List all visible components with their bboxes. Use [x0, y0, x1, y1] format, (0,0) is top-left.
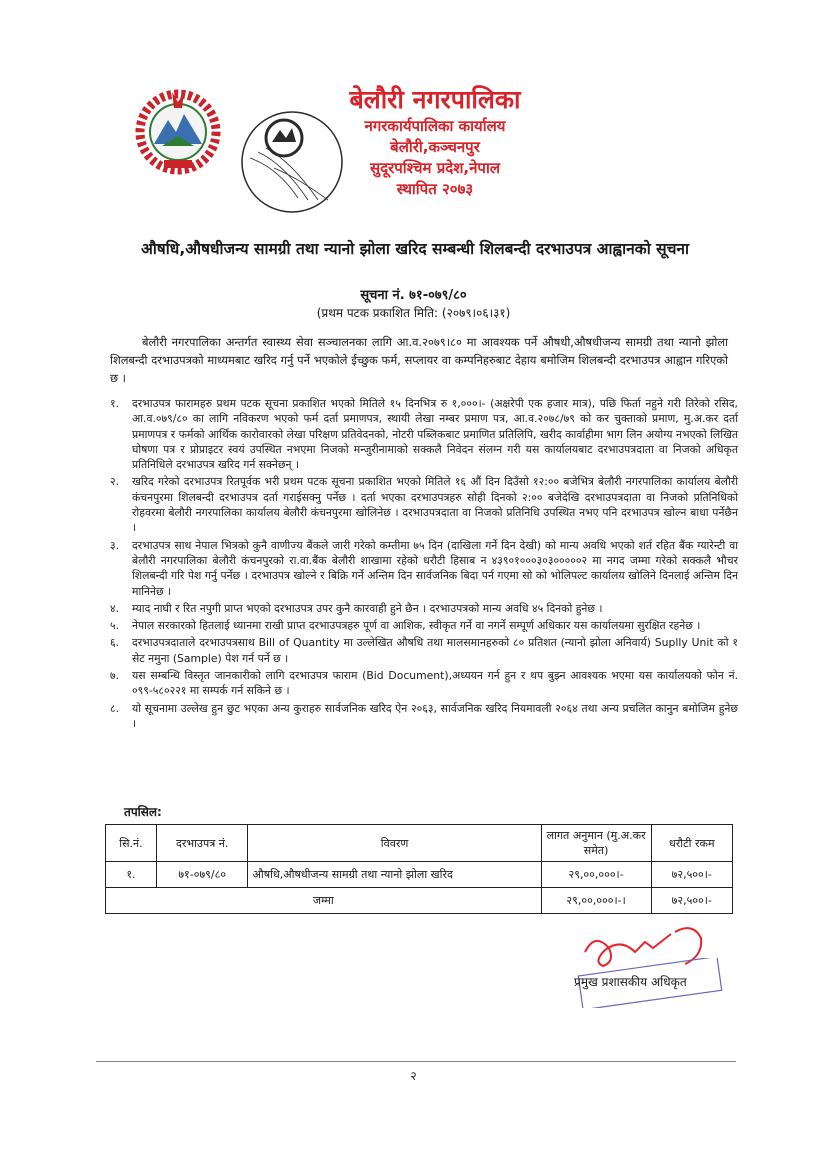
item-number: ७. — [110, 669, 120, 683]
item-number: ६. — [110, 636, 120, 650]
item-text: दरभाउपत्र फारामहरु प्रथम पटक सूचना प्रकाशित भएको मितिले १५ दिनभित्र रु १,०००।- (अक्षरेपी एक हजार मात्र), पछि फिर्ता नहुने गरी तिरेको रसिद, आ.व.०७९/८० का लागि नविकरण भएको फर्म दर्ता प्रमाणपत्र, स्थायी लेखा नम्बर प्रमाण पत्र, आ.व.२०७८/७९ को कर चुक्ताको प्रमाण, मु.अ.कर दर्ता प्रमाणपत्र र फर्मको आर्थिक कारोवारको लेखा परिक्षण प्रतिवेदनको, नोटरी पब्लिकबाट प्रमाणित प्रतिलिपि, खरीद कार्वाहीमा भाग लिन अयोग्य नभएको लिखित घोषणा पत्र र प्रोप्राइटर स्वयं उपस्थित नभएमा निजको मन्जुरीनामाको सक्कलै निवेदन संलग्न गरी यस कार्यालयबाट दरभाउपत्रदाता वा निजको अधिकृत प्रतिनिधिले दरभाउपत्र खरिद गर्न सक्नेछन् । — [132, 397, 738, 472]
cell-bid-no: ७१-०७९/८० — [156, 862, 248, 888]
published-date: (प्रथम पटक प्रकाशित मिति: (२०७९।०६।३१) — [316, 306, 511, 320]
established-year: स्थापित २०७३ — [396, 180, 474, 198]
page-number: २ — [410, 1069, 417, 1083]
table-header-row — [106, 825, 733, 862]
col-header-deposit: धरौटी रकम — [651, 825, 732, 862]
col-header-description: विवरण — [248, 825, 541, 862]
office-address: बेलौरी,कञ्चनपुर — [390, 138, 480, 156]
list-item — [110, 601, 738, 616]
item-text: दरभाउपत्र साथ नेपाल भित्रको कुनै वाणीज्य बैंकले जारी गरेको कम्तीमा ७५ दिन (दाखिला गर्ने दिन देखी) को मान्य अवधि भएको शर्त रहित बैंक ग्यारेन्टी वा बेलौरी नगरपालिका बेलौरी कंचनपुरको रा.वा.बैंक बेलौरी शाखामा रहेको धरौटी हिसाब न ४३९०१०००३०३०००००२ मा नगद जम्मा गरेको सक्कलै भौचर शिलबन्दी गरि पेश गर्नु पर्नेछ । दरभाउपत्र खोल्ने र बिक्रि गर्ने अन्तिम दिन सार्वजनिक बिदा पर्न गएमा सो को भोलिपल्ट कार्यालय खोलिने दिनलाई अन्तिम दिन मानिनेछ । — [132, 538, 738, 598]
footer-divider — [96, 1061, 736, 1062]
list-item — [110, 668, 738, 699]
nepal-emblem-icon — [132, 84, 224, 176]
signatory-designation: प्रमुख प्रशासकीय अधिकृत — [574, 975, 687, 989]
organization-header — [340, 84, 530, 200]
item-number: ८. — [110, 701, 120, 715]
notice-title: औषधि,औषधीजन्य सामग्री तथा न्यानो झोला खरिद सम्बन्धी शिलबन्दी दरभाउपत्र आह्वानको सूचना — [140, 240, 690, 258]
cell-description: औषधि,औषधीजन्य सामग्री तथा न्यानो झोला खरिद — [248, 862, 541, 888]
item-text: यो सूचनामा उल्लेख हुन छुट भएका अन्य कुराहरु सार्वजनिक खरिद ऐन २०६३, सार्वजनिक खरिद नियमावली २०६४ तथा अन्य प्रचलित कानुन बमोजिम हुनेछ । — [132, 701, 738, 730]
item-text: यस सम्बन्धि विस्तृत जानकारीको लागि दरभाउपत्र फाराम (Bid Document),अध्ययन गर्न हुन र थप बुझ्न आवश्यक भएमा यस कार्यालयको फोन नं. ०९९-५८०२२१ मा सम्पर्क गर्न सकिने छ । — [132, 669, 738, 698]
total-deposit: ७२,५००।- — [651, 888, 732, 914]
item-number: ४. — [110, 601, 120, 615]
table-total-row — [106, 888, 733, 914]
item-text: खरिद गरेको दरभाउपत्र रितपूर्वक भरी प्रथम पटक सूचना प्रकाशित भएको मितिले १६ औं दिन दिउँसो १२:०० बजेभित्र बेलौरी नगरपालिका कार्यालय बेलौरी कंचनपुरमा शिलबन्दी दरभाउपत्र दर्ता गराईसक्नु पर्नेछ । दर्ता भएका दरभाउपत्रहरु सोही दिनको २:०० बजेदेखि दरभाउपत्रदाता वा निजको प्रतिनिधिको रोहवरमा बेलौरी नगरपालिका कार्यालय बेलौरी कंचनपुरमा खोलिनेछ । दरभाउपत्रदाता वा निजको प्रतिनिधि उपस्थित नभए पनि दरभाउपत्र खोल्न बाधा पर्नेछैन । — [132, 475, 738, 535]
item-number: ३. — [110, 538, 120, 552]
item-number: २. — [110, 475, 120, 489]
cell-deposit: ७२,५००।- — [651, 862, 732, 888]
total-cost: २९,००,०००।-। — [541, 888, 651, 914]
item-text: नेपाल सरकारको हितलाई ध्यानमा राखी प्राप्त दरभाउपत्रहरु पूर्ण वा आशिक, स्वीकृत गर्ने वा नगर्ने सम्पूर्ण अधिकार यस कार्यालयमा सुरक्षित रहनेछ । — [132, 619, 701, 633]
item-number: १. — [110, 397, 120, 410]
intro-paragraph: बेलौरी नगरपालिका अन्तर्गत स्वास्थ्य सेवा सञ्चालनका लागि आ.व.२०७९।८० मा आवश्यक पर्ने औषधी,औषधीजन्य सामग्री तथा न्यानो झोला शिलबन्दी दरभाउपत्रको माध्यमबाट खरिद गर्नु पर्ने भएकोले ईच्छुक फर्म, सप्लायर वा कम्पनिहरुबाट देहाय बमोजिम शिलबन्दी दरभाउपत्र आह्वान गरिएको छ । — [110, 335, 728, 385]
notice-number: सूचना नं. ७१-०७९/८० — [360, 288, 467, 303]
bid-details-table — [105, 824, 733, 914]
office-name: नगरकार्यपालिका कार्यालय — [364, 117, 506, 135]
table-row — [106, 862, 733, 888]
col-header-sn: सि.नं. — [106, 825, 157, 862]
cell-cost-estimate: २९,००,०००।- — [541, 862, 651, 888]
total-label: जम्मा — [106, 888, 542, 914]
list-item — [110, 635, 738, 666]
col-header-cost-estimate: लागत अनुमान (मु.अ.कर समेत) — [541, 825, 651, 862]
list-item — [110, 396, 738, 472]
item-number: ५. — [110, 619, 120, 633]
cell-sn: १. — [106, 862, 157, 888]
list-item — [110, 474, 738, 535]
org-name: बेलौरी नगरपालिका — [349, 85, 521, 114]
table-heading: तपसिल: — [124, 805, 162, 819]
province: सुदूरपश्चिम प्रदेश,नेपाल — [369, 159, 501, 177]
list-item — [110, 701, 738, 732]
item-text: म्याद नाघी र रित नपुगी प्राप्त भएको दरभाउपत्र उपर कुनै कारवाही हुने छैन । दरभाउपत्रको मान्य अवधि ४५ दिनको हुनेछ । — [132, 601, 603, 615]
col-header-bid-no: दरभाउपत्र नं. — [156, 825, 248, 862]
list-item — [110, 618, 738, 633]
item-text: दरभाउपत्रदाताले दरभाउपत्रसाथ Bill of Quantity मा उल्लेखित औषधि तथा मालसमानहरुको ८० प्रतिशत (न्यानो झोला अनिवार्य) Suplly Unit को १ सेट नमुना (Sample) पेश गर्न पर्ने छ । — [132, 636, 738, 665]
list-item — [110, 538, 738, 599]
conditions-list — [110, 396, 738, 733]
municipality-seal-icon — [238, 108, 346, 216]
